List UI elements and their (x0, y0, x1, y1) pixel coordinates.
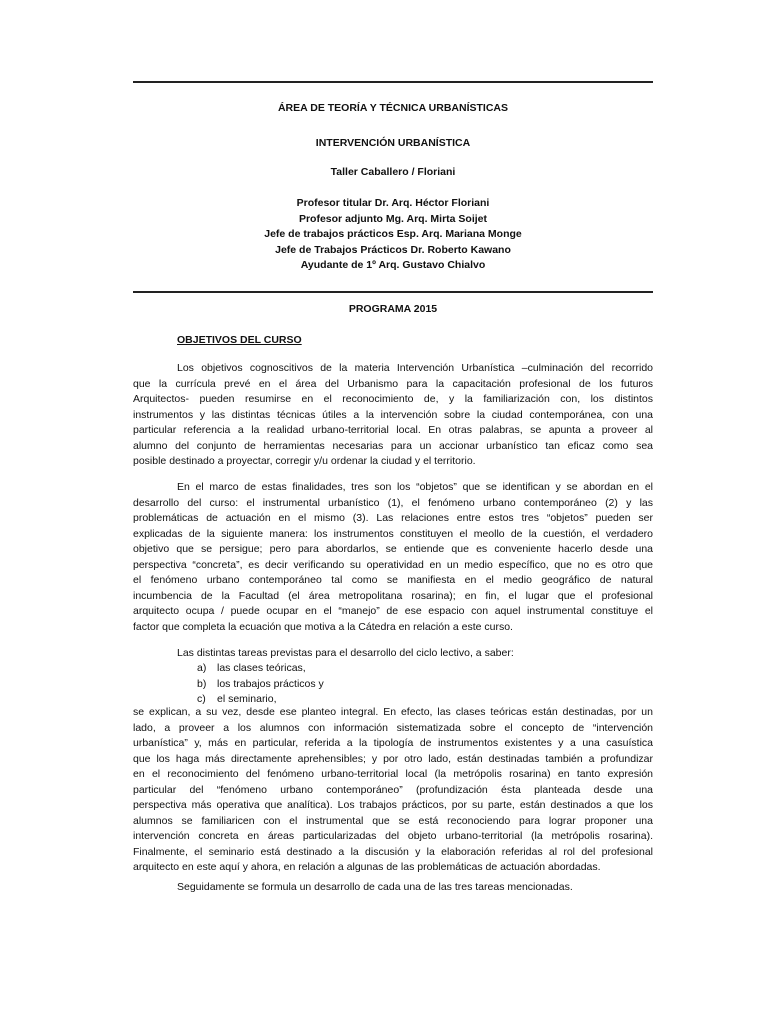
text-line: Arquitectos- pueden resumirse en el reconocimiento de, y la familiarización con, los distintos (133, 393, 653, 405)
text-line: se explican, a su vez, desde ese planteo integral. En efecto, las clases teóricas están destinadas, por un (133, 706, 653, 718)
area-title: ÁREA DE TEORÍA Y TÉCNICA URBANÍSTICAS (277, 102, 509, 114)
text-line: que los haga más directamente aprehensibles; y por otro lado, están destinadas también a profundizar (133, 752, 653, 765)
text-line: alumno del conjunto de herramientas necesarias para un accionar urbanístico tan eficaz como sea (133, 439, 653, 452)
paragraph-objects (133, 480, 653, 635)
list-marker: b) (197, 677, 207, 690)
staff-list (133, 196, 653, 274)
staff-line: Jefe de trabajos prácticos Esp. Arq. Mariana Monge (264, 228, 522, 240)
text-line: desarrollo del curso: el instrumental urbanístico (1), el fenómeno urbano contemporáneo (2) y las (133, 496, 653, 509)
objectives-heading: OBJETIVOS DEL CURSO (177, 334, 302, 346)
workshop-title: Taller Caballero / Floriani (330, 166, 456, 178)
text-line: alumnos se familiaricen con el instrumental que se está reconociendo para lograr proponer una (133, 814, 653, 827)
text-line: perspectiva más operativa que analítica). Los trabajos prácticos, por su parte, están destinados a que los (133, 799, 653, 811)
list-item-text: el seminario, (217, 693, 277, 705)
text-line: Las distintas tareas previstas para el desarrollo del ciclo lectivo, a saber: (177, 647, 514, 659)
list-item-text: las clases teóricas, (217, 662, 306, 674)
list-item (197, 661, 324, 677)
text-line: arquitecto ocupa / puede ocupar en el “manejo” de ese espacio con aquel instrumental constituye el (133, 605, 653, 617)
staff-line: Jefe de Trabajos Prácticos Dr. Roberto Kawano (275, 243, 511, 256)
text-line: urbanística” y, más en particular, referida a la tipología de instrumentos existentes y a una casuística (133, 737, 653, 749)
text-line: que la currícula prevé en el área del Urbanismo para la capacitación profesional de los futuros (133, 377, 653, 390)
text-line: instrumentos y las distintas técnicas útiles a la intervención sobre la ciudad contemporánea, con una (133, 408, 653, 421)
tasks-list (197, 661, 324, 708)
text-line: posible destinado a proyectar, corregir y/u ordenar la ciudad y el territorio. (133, 455, 476, 467)
tasks-intro (133, 646, 653, 662)
text-line: objetivo que se persigue; pero para abordarlos, se entiende que es conveniente hacerlo desde una (133, 543, 653, 555)
program-title: PROGRAMA 2015 (348, 303, 438, 315)
text-line: En el marco de estas finalidades, tres son los “objetos” que se identifican y se abordan en el (177, 481, 653, 493)
text-line: el fenómeno urbano contemporáneo tal como se manifiesta en el medio geográfico de natural (133, 574, 653, 586)
text-line: lado, a proveer a los alumnos con información sistematizada sobre el concepto de “intervención (133, 721, 653, 734)
subject-title: INTERVENCIÓN URBANÍSTICA (315, 137, 471, 149)
text-line: intervención concreta en áreas particularizadas del objeto urbano-territorial (la metrópolis rosarina). (133, 830, 653, 842)
list-marker: c) (197, 693, 206, 705)
top-rule (133, 81, 653, 83)
text-line: factor que completa la ecuación que motiva a la Cátedra en relación a este curso. (133, 620, 513, 633)
text-line: particular referencia a la realidad urbano-territorial local. En otras palabras, se apunta a proveer al (133, 424, 653, 436)
text-line: particular del “fenómeno urbano contemporáneo” (profundización ésta planteada desde una (133, 783, 653, 796)
middle-rule (133, 291, 653, 293)
text-line: incumbencia de la Facultad (el área metropolitana rosarina); en fin, el lugar que el profesional (133, 589, 653, 602)
staff-line: Ayudante de 1º Arq. Gustavo Chialvo (300, 259, 486, 271)
text-line: Finalmente, el seminario está destinado a la discusión y la elaboración referidas al rol del profesional (133, 845, 653, 858)
list-item (197, 677, 324, 693)
text-line: perspectiva “concreta”, es decir verificando su operatividad en un medio específico, que no es otro que (133, 558, 653, 571)
text-line: problemáticas de actuación en el mismo (3). Las relaciones entre estos tres “objetos” pueden ser (133, 512, 653, 524)
text-line: arquitecto en este aquí y ahora, en relación a algunas de las problemáticas de actuación abordadas. (133, 861, 601, 873)
paragraph-objectives (133, 361, 653, 470)
text-line: en el reconocimiento del fenómeno urbano-territorial local (la metrópolis rosarina) en tanto expresión (133, 768, 653, 780)
list-item-text: los trabajos prácticos y (217, 677, 324, 690)
staff-line: Profesor adjunto Mg. Arq. Mirta Soijet (298, 212, 488, 225)
staff-line: Profesor titular Dr. Arq. Héctor Floriani (296, 197, 490, 209)
paragraph-tasks (133, 705, 653, 876)
closing-sentence: Seguidamente se formula un desarrollo de cada una de las tres tareas mencionadas. (177, 881, 573, 893)
text-line: explicadas de la siguiente manera: los instrumentos constituyen el meollo de la cuestión, el verdadero (133, 527, 653, 540)
list-marker: a) (197, 662, 207, 674)
text-line: Los objetivos cognoscitivos de la materia Intervención Urbanística –culminación del recorrido (177, 362, 653, 374)
